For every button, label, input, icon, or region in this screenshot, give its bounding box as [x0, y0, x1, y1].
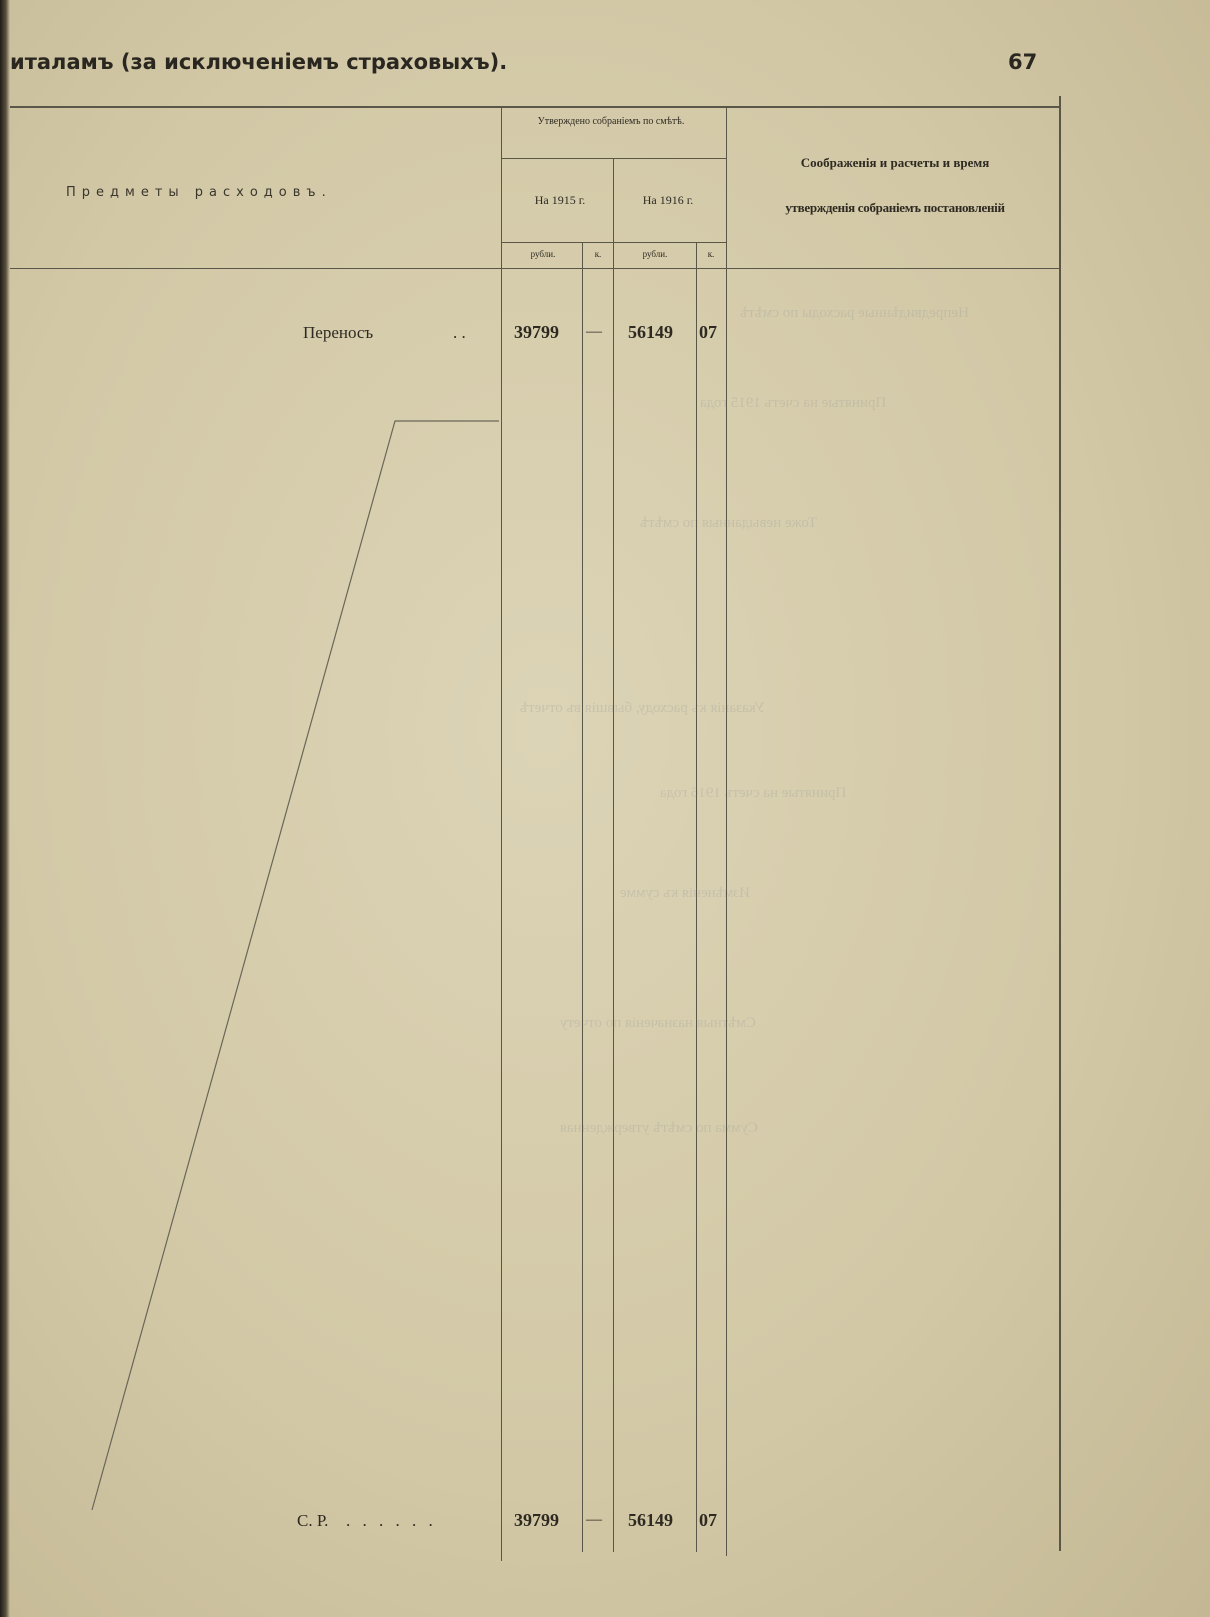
- unit-kop-1916: к.: [707, 249, 715, 259]
- bleed-through-text: Сумма по смѣтѣ утвержденная: [560, 1120, 758, 1136]
- row-carried-rub-1915: 39799: [514, 322, 559, 342]
- row-carried-kop-1916: 07: [699, 322, 717, 342]
- row-carried-leader: . .: [453, 323, 466, 342]
- column-header-approved: Утверждено собраніемъ по смѣтѣ.: [537, 116, 685, 127]
- unit-kop-1915: к.: [594, 249, 602, 259]
- unit-rub-1916: рубли.: [642, 249, 668, 259]
- column-header-notes-line2: утвержденія собраніемъ постановленій: [785, 200, 1005, 215]
- row-total-rub-1915: 39799: [514, 1510, 559, 1530]
- column-header-subjects: Предметы расходовъ.: [66, 185, 332, 200]
- row-total-label: С. Р.: [297, 1511, 329, 1530]
- row-total-leader: . . . . . .: [346, 1511, 437, 1530]
- bleed-through-text: Принятые на счетъ 1915 года: [700, 395, 887, 411]
- page-header-title: италамъ (за исключеніемъ страховыхъ).: [10, 50, 508, 74]
- column-header-1916: На 1916 г.: [642, 193, 694, 207]
- unit-rub-1915: рубли.: [530, 249, 556, 259]
- page-number: 67: [1008, 50, 1038, 74]
- bleed-through-text: Смѣтныя назначенія по отчету: [560, 1015, 756, 1031]
- row-carried-kop-1915: —: [586, 323, 602, 340]
- bleed-through-text: Принятые на счетъ 1916 года: [660, 785, 847, 801]
- row-carried-label: Переносъ: [303, 323, 374, 342]
- bleed-through-text: Непредвидѣнные расходы по смѣтѣ: [740, 305, 969, 321]
- row-total-kop-1916: 07: [699, 1510, 717, 1530]
- bleed-through-text: Измѣненія къ сумме: [620, 885, 750, 901]
- column-header-1915: На 1915 г.: [534, 193, 586, 207]
- row-total-kop-1915: —: [586, 1511, 602, 1528]
- bleed-through-text: Тоже невыданныя по смѣтѣ: [640, 515, 817, 531]
- row-carried-rub-1916: 56149: [628, 322, 673, 342]
- row-total-rub-1916: 56149: [628, 1510, 673, 1530]
- bleed-through-text: Указанія къ расходу, бывшія въ отчетѣ: [520, 700, 766, 716]
- column-header-notes-line1: Соображенія и расчеты и время: [800, 155, 990, 170]
